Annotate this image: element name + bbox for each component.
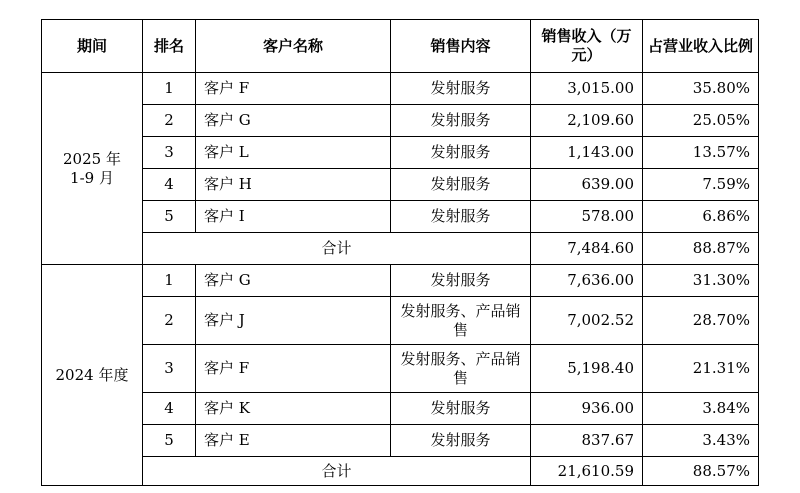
revenue-cell: 3,015.00 [531,73,643,105]
table-row [42,425,759,457]
content-cell: 发射服务 [391,105,531,137]
customer-cell: 客户 F [196,345,391,393]
table-header-row [42,20,759,73]
table-row [42,265,759,297]
ratio-cell: 31.30% [643,265,759,297]
customer-cell: 客户 F [196,73,391,105]
total-row [42,233,759,265]
period-group-2024 [42,265,759,486]
content-cell: 发射服务 [391,169,531,201]
rank-cell: 5 [143,201,196,233]
rank-cell: 2 [143,105,196,137]
table-row [42,105,759,137]
period-cell: 2025 年 1-9 月 [42,73,143,265]
revenue-cell: 837.67 [531,425,643,457]
revenue-cell: 639.00 [531,169,643,201]
ratio-cell: 25.05% [643,105,759,137]
content-cell: 发射服务 [391,425,531,457]
customer-cell: 客户 K [196,393,391,425]
total-revenue: 21,610.59 [531,457,643,486]
table-row [42,169,759,201]
rank-cell: 1 [143,73,196,105]
total-label: 合计 [143,233,531,265]
revenue-cell: 1,143.00 [531,137,643,169]
total-label: 合计 [143,457,531,486]
table-row [42,345,759,393]
rank-cell: 3 [143,137,196,169]
revenue-cell: 5,198.40 [531,345,643,393]
ratio-cell: 21.31% [643,345,759,393]
total-ratio: 88.87% [643,233,759,265]
revenue-cell: 7,002.52 [531,297,643,345]
table-row [42,393,759,425]
rank-cell: 3 [143,345,196,393]
revenue-cell: 936.00 [531,393,643,425]
ratio-cell: 28.70% [643,297,759,345]
customer-cell: 客户 H [196,169,391,201]
total-revenue: 7,484.60 [531,233,643,265]
rank-cell: 2 [143,297,196,345]
rank-cell: 5 [143,425,196,457]
revenue-cell: 2,109.60 [531,105,643,137]
content-cell: 发射服务、产品销售 [391,345,531,393]
total-ratio: 88.57% [643,457,759,486]
ratio-cell: 35.80% [643,73,759,105]
table-row [42,73,759,105]
content-cell: 发射服务 [391,265,531,297]
ratio-cell: 3.84% [643,393,759,425]
content-cell: 发射服务 [391,201,531,233]
ratio-cell: 6.86% [643,201,759,233]
rank-cell: 4 [143,393,196,425]
content-cell: 发射服务、产品销售 [391,297,531,345]
content-cell: 发射服务 [391,73,531,105]
ratio-cell: 7.59% [643,169,759,201]
content-cell: 发射服务 [391,393,531,425]
content-cell: 发射服务 [391,137,531,169]
period-group-2025 [42,73,759,265]
header-revenue: 销售收入（万元） [531,20,643,73]
table-row [42,297,759,345]
ratio-cell: 3.43% [643,425,759,457]
customer-cell: 客户 L [196,137,391,169]
customer-cell: 客户 I [196,201,391,233]
customer-cell: 客户 J [196,297,391,345]
customer-cell: 客户 E [196,425,391,457]
customer-sales-table [41,19,759,486]
revenue-cell: 578.00 [531,201,643,233]
header-rank: 排名 [143,20,196,73]
total-row [42,457,759,486]
header-content: 销售内容 [391,20,531,73]
customer-cell: 客户 G [196,265,391,297]
table-row [42,201,759,233]
ratio-cell: 13.57% [643,137,759,169]
header-customer: 客户名称 [196,20,391,73]
rank-cell: 1 [143,265,196,297]
header-ratio: 占营业收入比例 [643,20,759,73]
revenue-cell: 7,636.00 [531,265,643,297]
period-cell: 2024 年度 [42,265,143,486]
rank-cell: 4 [143,169,196,201]
header-period: 期间 [42,20,143,73]
customer-cell: 客户 G [196,105,391,137]
table-row [42,137,759,169]
